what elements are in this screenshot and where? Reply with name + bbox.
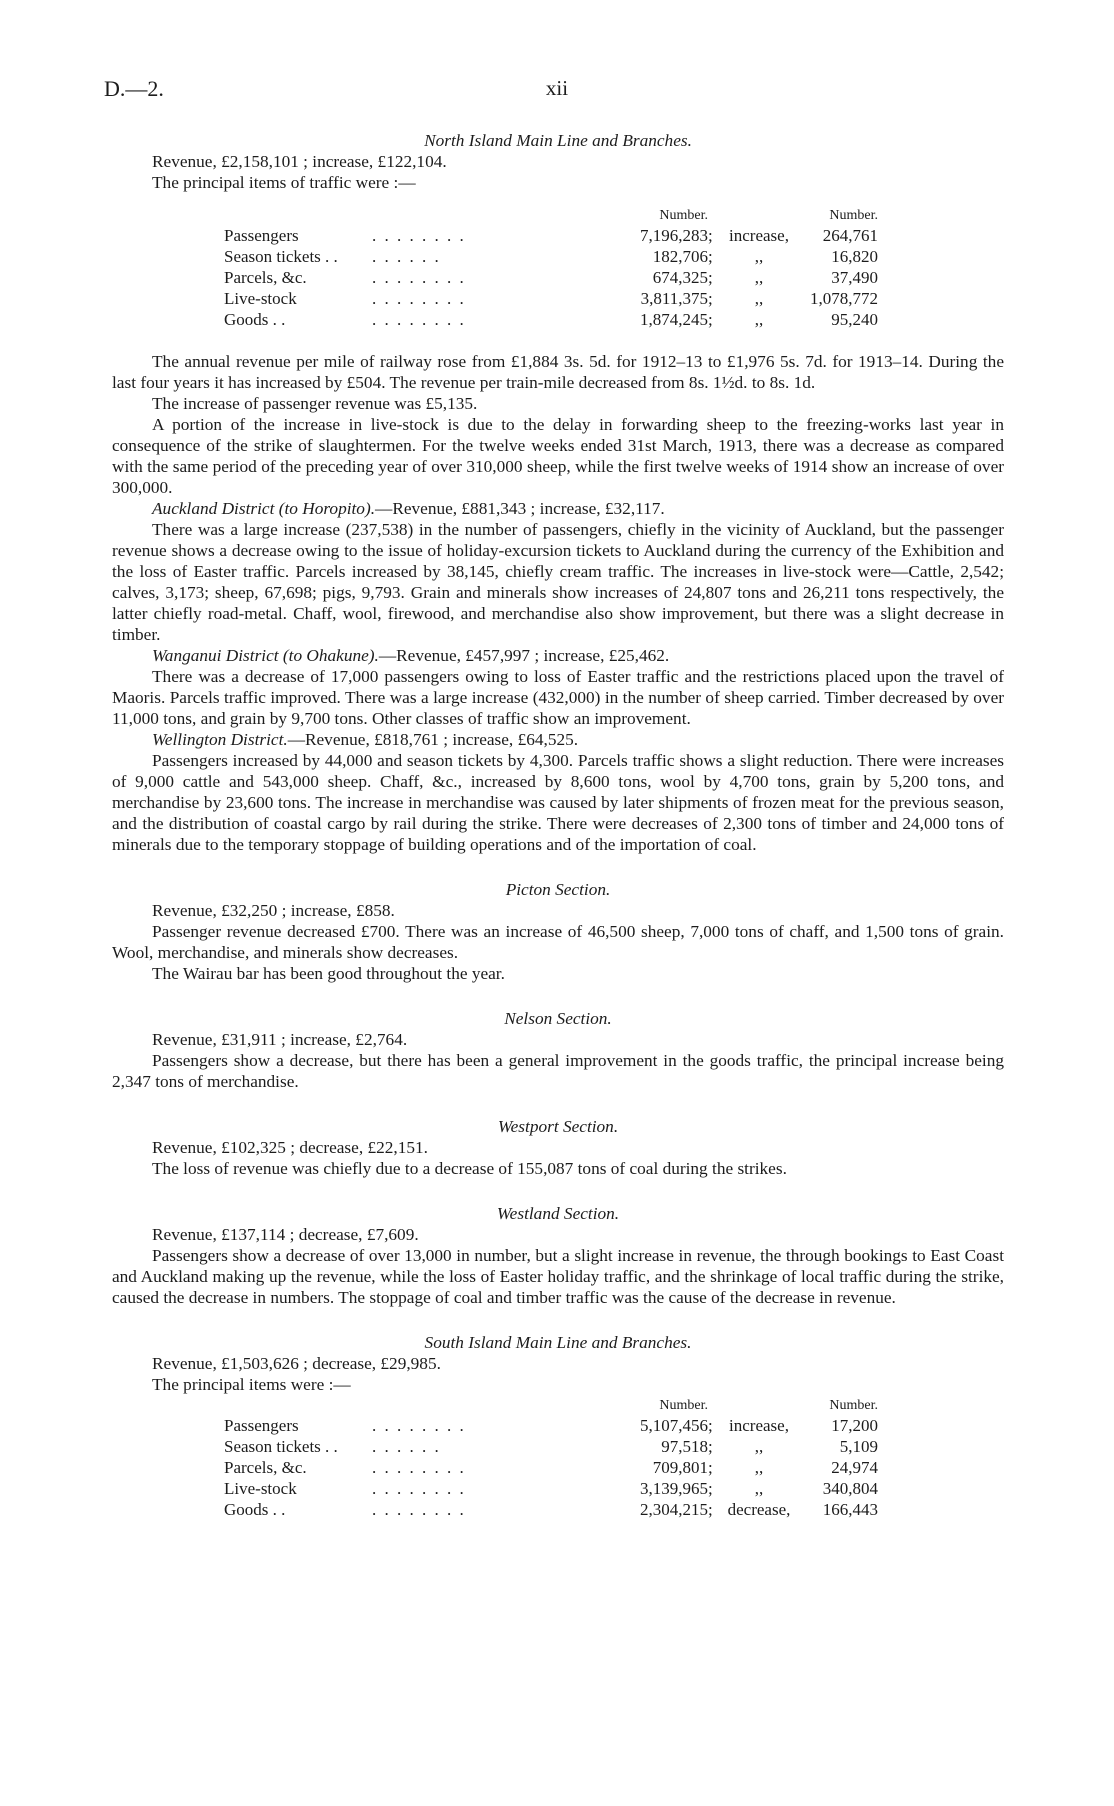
leader-dots: . . . . . . . .	[372, 1458, 466, 1477]
auckland-district-heading	[112, 498, 1004, 519]
table-row: Season tickets . . . . . . . . 97,518 ; ,, 5,109	[224, 1437, 878, 1456]
row-label: Passengers	[224, 1416, 299, 1435]
westland-revenue: Revenue, £137,114 ; decrease, £7,609.	[152, 1225, 419, 1244]
row-label: Parcels, &c.	[224, 268, 307, 287]
wellington-district-label: Wellington District.	[152, 730, 288, 749]
row-change-number: 17,200	[831, 1416, 878, 1435]
paragraph-wanganui: There was a decrease of 17,000 passengers owing to loss of Easter traffic and the restrictions placed upon the travel of Maoris. Parcels traffic improved. There was a large increase (432,000) in the number of sheep carried. Timber decreased by over 11,000 tons, and grain by 9,700 tons. Other classes of traffic show an improvement.	[112, 667, 1004, 728]
nelson-revenue: Revenue, £31,911 ; increase, £2,764.	[152, 1030, 408, 1049]
row-change-number: 5,109	[839, 1437, 878, 1456]
leader-dots: . . . . . . . .	[372, 1416, 466, 1435]
row-change-number: 166,443	[822, 1500, 878, 1519]
north-island-intro: The principal items of traffic were :—	[152, 173, 416, 192]
row-change: decrease,	[727, 1500, 791, 1519]
leader-dots: . . . . . . . .	[372, 1500, 466, 1519]
south-island-traffic-table	[224, 1397, 878, 1520]
westport-revenue: Revenue, £102,325 ; decrease, £22,151.	[152, 1138, 428, 1157]
row-change: ,,	[754, 1437, 764, 1456]
table-header-row	[224, 207, 878, 225]
wellington-district-heading	[112, 729, 1004, 750]
wanganui-district-heading	[112, 645, 1004, 666]
leader-dots: . . . . . . . .	[372, 1479, 466, 1498]
table-row: Passengers . . . . . . . . 7,196,283 ; increase, 264,761	[224, 226, 878, 245]
row-label: Live-stock	[224, 289, 297, 308]
section-title-westport: Westport Section.	[497, 1117, 619, 1136]
row-label: Goods . .	[224, 310, 286, 329]
row-change: ,,	[754, 1458, 764, 1477]
row-number: 2,304,215	[640, 1500, 708, 1519]
row-number: 709,801	[652, 1458, 708, 1477]
report-body	[112, 130, 1004, 1520]
row-change: ,,	[754, 1479, 764, 1498]
paragraph-auckland: There was a large increase (237,538) in the number of passengers, chiefly in the vicinity of Auckland, but the passenger revenue shows a decrease owing to the issue of holiday-excursion tickets to Auckland during the currency of the Exhibition and the loss of Easter traffic. Parcels increased by 38,145, chiefly cream traffic. The increases in live-stock were—Cattle, 2,542; calves, 3,173; sheep, 67,698; pigs, 9,793. Grain and minerals show increases of 24,807 tons and 26,211 tons respectively, the latter chiefly road-metal. Chaff, wool, firewood, and merchandise also show improvement, but there was a slight decrease in timber.	[112, 520, 1004, 644]
row-change: ,,	[754, 289, 764, 308]
paragraph-westport: The loss of revenue was chiefly due to a decrease of 155,087 tons of coal during the strikes.	[152, 1159, 787, 1178]
wanganui-district-label: Wanganui District (to Ohakune).	[152, 646, 379, 665]
table-row: Live-stock . . . . . . . . 3,811,375 ; ,, 1,078,772	[224, 289, 878, 308]
leader-dots: . . . . . .	[372, 247, 441, 266]
section-title-north-island: North Island Main Line and Branches.	[424, 131, 692, 150]
row-label: Goods . .	[224, 1500, 286, 1519]
page-number: xii	[545, 76, 569, 100]
column-header-number: Number.	[829, 1398, 878, 1413]
table-row: Live-stock . . . . . . . . 3,139,965 ; ,, 340,804	[224, 1479, 878, 1498]
section-title-picton: Picton Section.	[505, 880, 611, 899]
row-change-number: 37,490	[831, 268, 878, 287]
paragraph-picton: Passenger revenue decreased £700. There was an increase of 46,500 sheep, 7,000 tons of chaff, and 1,500 tons of grain. Wool, merchandise, and minerals show decreases.	[112, 922, 1004, 962]
picton-revenue: Revenue, £32,250 ; increase, £858.	[152, 901, 395, 920]
south-island-revenue: Revenue, £1,503,626 ; decrease, £29,985.	[152, 1354, 441, 1373]
row-number: 3,811,375	[640, 289, 708, 308]
leader-dots: . . . . . .	[372, 1437, 441, 1456]
section-title-south-island: South Island Main Line and Branches.	[424, 1333, 692, 1352]
row-change: ,,	[754, 268, 764, 287]
row-label: Live-stock	[224, 1479, 297, 1498]
row-number: 5,107,456	[640, 1416, 708, 1435]
row-number: 3,139,965	[640, 1479, 708, 1498]
row-number: 182,706	[652, 247, 708, 266]
auckland-district-label: Auckland District (to Horopito).	[152, 499, 376, 518]
paragraph-revenue-per-mile: The annual revenue per mile of railway rose from £1,884 3s. 5d. for 1912–13 to £1,976 5s. 7d. for 1913–14. During the last four years it has increased by £504. The revenue per train-mile decreased from 8s. 1½d. to 8s. 1d.	[112, 352, 1004, 392]
table-row: Goods . . . . . . . . . . 1,874,245 ; ,, 95,240	[224, 310, 878, 329]
leader-dots: . . . . . . . .	[372, 226, 466, 245]
row-change: increase,	[729, 1416, 789, 1435]
table-row: Season tickets . . . . . . . . 182,706 ; ,, 16,820	[224, 247, 878, 266]
row-change: ,,	[754, 310, 764, 329]
row-number: 1,874,245	[640, 310, 708, 329]
paragraph-livestock: A portion of the increase in live-stock is due to the delay in forwarding sheep to the freezing-works last year in consequence of the strike of slaughtermen. For the twelve weeks ended 31st March, 1913, there was a decrease as compared with the same period of the preceding year of over 310,000 sheep, while the first twelve weeks of 1914 show an increase of over 300,000.	[112, 415, 1004, 497]
row-change-number: 24,974	[831, 1458, 878, 1477]
row-number: 97,518	[661, 1437, 708, 1456]
table-row: Parcels, &c. . . . . . . . . 674,325 ; ,, 37,490	[224, 268, 878, 287]
section-title-westland: Westland Section.	[496, 1204, 620, 1223]
paragraph-picton-wairau: The Wairau bar has been good throughout the year.	[152, 964, 505, 983]
paragraph-westland: Passengers show a decrease of over 13,000 in number, but a slight increase in revenue, the through bookings to East Coast and Auckland making up the revenue, while the loss of Easter holiday traffic, and the shrinkage of local traffic during the strike, caused the decrease in numbers. The stoppage of coal and timber traffic was the cause of the decrease in revenue.	[112, 1246, 1004, 1307]
report-code: D.—2.	[104, 76, 164, 101]
row-change: increase,	[729, 226, 789, 245]
column-header-number: Number.	[829, 208, 878, 223]
south-island-intro: The principal items were :—	[152, 1375, 351, 1394]
row-label: Parcels, &c.	[224, 1458, 307, 1477]
leader-dots: . . . . . . . .	[372, 310, 466, 329]
leader-dots: . . . . . . . .	[372, 268, 466, 287]
column-header-number: Number.	[659, 208, 708, 223]
table-row: Passengers . . . . . . . . 5,107,456 ; increase, 17,200	[224, 1416, 878, 1435]
paragraph-nelson: Passengers show a decrease, but there has been a general improvement in the goods traffic, the principal increase being 2,347 tons of merchandise.	[112, 1051, 1004, 1091]
row-change-number: 340,804	[822, 1479, 878, 1498]
row-change-number: 95,240	[831, 310, 878, 329]
table-row: Goods . . . . . . . . . . 2,304,215 ; decrease, 166,443	[224, 1500, 878, 1519]
table-header-row	[224, 1397, 878, 1415]
paragraph-wellington: Passengers increased by 44,000 and season tickets by 4,300. Parcels traffic shows a slight reduction. There were increases of 9,000 cattle and 543,000 sheep. Chaff, &c., increased by 8,600 tons, wool by 4,700 tons, grain by 5,200 tons, and merchandise by 23,600 tons. The increase in merchandise was caused by later shipments of frozen meat for the previous season, and the distribution of coastal cargo by rail during the strike. There were decreases of 2,300 tons of timber and 24,000 tons of minerals due to the temporary stoppage of building operations and of the importation of coal.	[112, 751, 1004, 854]
wanganui-district-revenue: —Revenue, £457,997 ; increase, £25,462.	[378, 646, 670, 665]
row-label: Season tickets . .	[224, 1437, 338, 1456]
column-header-number: Number.	[659, 1398, 708, 1413]
row-change-number: 264,761	[822, 226, 878, 245]
row-label: Passengers	[224, 226, 299, 245]
row-number: 7,196,283	[640, 226, 708, 245]
row-change-number: 16,820	[831, 247, 878, 266]
row-change: ,,	[754, 247, 764, 266]
row-label: Season tickets . .	[224, 247, 338, 266]
auckland-district-revenue: —Revenue, £881,343 ; increase, £32,117.	[375, 499, 665, 518]
paragraph-passenger-revenue: The increase of passenger revenue was £5,135.	[152, 394, 478, 413]
section-title-nelson: Nelson Section.	[504, 1009, 612, 1028]
row-change-number: 1,078,772	[810, 289, 878, 308]
row-number: 674,325	[652, 268, 708, 287]
table-row: Parcels, &c. . . . . . . . . 709,801 ; ,, 24,974	[224, 1458, 878, 1477]
wellington-district-revenue: —Revenue, £818,761 ; increase, £64,525.	[287, 730, 579, 749]
north-island-revenue: Revenue, £2,158,101 ; increase, £122,104.	[152, 152, 447, 171]
leader-dots: . . . . . . . .	[372, 289, 466, 308]
north-island-traffic-table	[224, 207, 878, 330]
